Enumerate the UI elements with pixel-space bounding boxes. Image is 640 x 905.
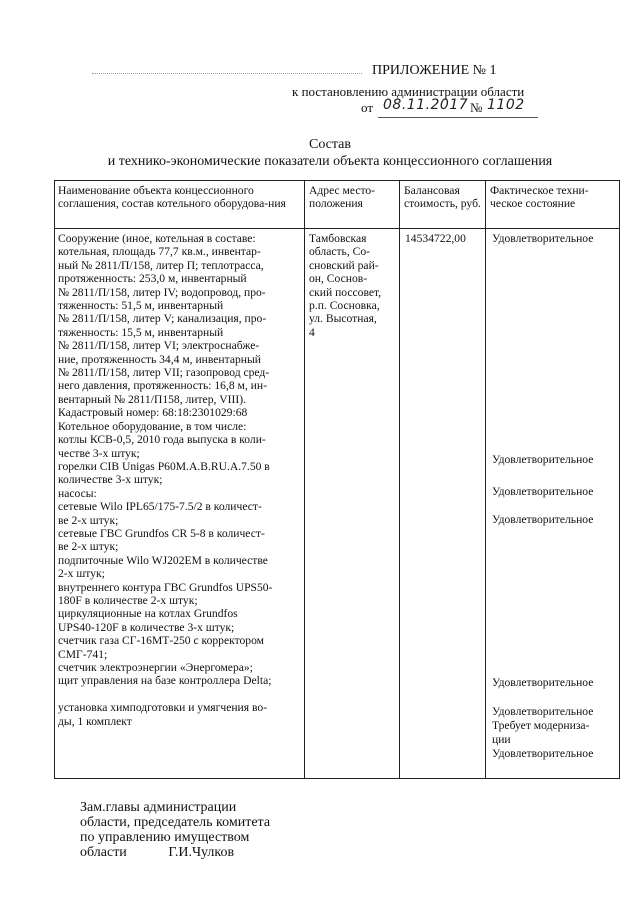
handwritten-number: 1102 [487,97,525,113]
description-line: сетевые ГВС Grundfos CR 5-8 в количест- [58,526,265,540]
description-line: количестве 3-х штук; [58,473,163,487]
address-line: р.п. Сосновка, [309,299,380,313]
balance-value: 14534722,00 [405,232,466,245]
description-line: ды, 1 комплект [58,714,132,728]
table-bottom-border [54,778,620,779]
condition-status: Удовлетворительное [492,705,594,718]
description-line: Сооружение (иное, котельная в составе: [58,232,256,245]
column-header-name: Наименование объекта концессионного соглашения, состав котельного оборудова-ния [58,184,286,211]
description-line: Кадастровый номер: 68:18:2301029:68 [58,406,248,420]
column-header-address: Адрес место-положения [309,184,376,211]
description-line: ве 2-х штук; [58,513,119,527]
description-line: № 2811/П/158, литер V; канализация, про- [58,312,267,326]
description-line: № 2811/П/158, литер IV; водопровод, про- [58,285,266,299]
table-left-border [54,180,55,779]
condition-status: Требует модерниза- [492,719,590,732]
column-divider-3 [485,180,486,779]
object-description [58,232,303,728]
address-line: ул. Высотная, [309,312,377,326]
description-line: счетчик газа СГ-16МТ-250 с корректором [58,634,265,648]
description-line: тяженность: 15,5 м, инвентарный [58,325,224,339]
description-line: насосы: [58,486,97,500]
description-line: ние, протяженность 34,4 м, инвентарный [58,352,261,366]
condition-status: Удовлетворительное [492,232,594,245]
description-line: сетевые Wilo IPL65/175-7.5/2 в количест- [58,500,262,514]
column-divider-1 [304,180,305,779]
appendix-label: ПРИЛОЖЕНИЕ № 1 [372,63,497,78]
description-line: Котельное оборудование, в том числе: [58,419,247,433]
description-line: вентарный № 2811/П158, литер, VIII). [58,392,247,406]
resolution-label: к постановлению администрации области [292,84,525,99]
column-divider-2 [399,180,400,779]
address-line: область, Со- [309,245,371,259]
column-header-balance: Балансовая стоимость, руб. [404,184,481,211]
condition-status: Удовлетворительное [492,513,594,526]
description-line: счетчик электроэнергии «Энергомера»; [58,661,253,674]
description-line: UPS40-120F в количестве 3-х штук; [58,620,235,634]
description-line: ный № 2811/П/158, литер П; теплотрасса, [58,258,264,272]
address-line: Тамбовская [309,232,367,245]
description-line: внутреннего контура ГВС Grundfos UPS50- [58,580,273,594]
object-address [309,232,399,339]
signatory-name: Г.И.Чулков [168,845,235,860]
column-header-condition: Фактическое техни-ческое состояние [490,184,589,211]
description-line: № 2811/П/158, литер VI; электроснабже- [58,339,260,353]
condition-status: Удовлетворительное [492,485,594,498]
description-line: циркуляционные на котлах Grundfos [58,607,238,621]
title-line-2: и технико-экономические показатели объекта концессионного соглашения [107,154,553,169]
description-line: ве 2-х штук; [58,540,119,554]
number-prefix: № [470,100,483,115]
description-line: установка химподготовки и умягчения во- [58,701,268,715]
document-title [60,136,600,170]
title-line-1: Состав [308,137,351,152]
resolution-date-line [361,100,373,116]
description-line: № 2811/П/158, литер VII; газопровод сред- [58,366,270,380]
description-line [58,688,303,701]
address-line: ский поссовет, [309,285,382,299]
description-line: него давления, протяженность: 16,8 м, ин- [58,379,267,393]
signature-position-line-2: области, председатель комитета [80,815,271,830]
signature-position-line-3: по управлению имуществом [80,830,250,845]
table-right-border [619,180,620,779]
description-line: 2-х штук; [58,567,105,581]
description-line: протяженность: 253,0 м, инвентарный [58,272,247,286]
description-line: СМГ-741; [58,647,108,661]
description-line: котлы КСВ-0,5, 2010 года выпуска в коли- [58,433,266,447]
description-line: горелки CIB Unigas P60M.A.B.RU.A.7.50 в [58,459,270,473]
condition-status: Удовлетворительное [492,676,594,689]
description-line: 180F в количестве 2-х штук; [58,593,198,607]
address-line: он, Соснов- [309,272,368,286]
from-prefix: от [361,100,374,115]
description-line: щит управления на базе контроллера Delta; [58,674,272,688]
table-top-border [54,180,620,181]
address-line: сновский рай- [309,258,379,272]
signature-block [80,800,270,860]
description-line: тяженность: 51,5 м, инвентарный [58,299,224,313]
handwritten-date: 08.11.2017 [383,97,469,113]
signature-position-line-1: Зам.главы администрации [80,800,237,815]
date-underline [378,117,538,118]
description-line: котельная, площадь 77,7 кв.м., инвентар- [58,245,261,259]
signature-position-line-4: области [80,845,127,860]
table-header-divider [54,228,620,229]
description-line: честве 3-х штук; [58,446,140,460]
condition-status: Удовлетворительное [492,453,594,466]
scan-artifact-line [92,73,362,75]
address-line: 4 [309,325,315,339]
condition-status: ции [492,733,511,746]
description-line: подпиточные Wilo WJ202EM в количестве [58,553,268,567]
condition-status: Удовлетворительное [492,747,594,760]
appendix-heading [372,63,497,79]
